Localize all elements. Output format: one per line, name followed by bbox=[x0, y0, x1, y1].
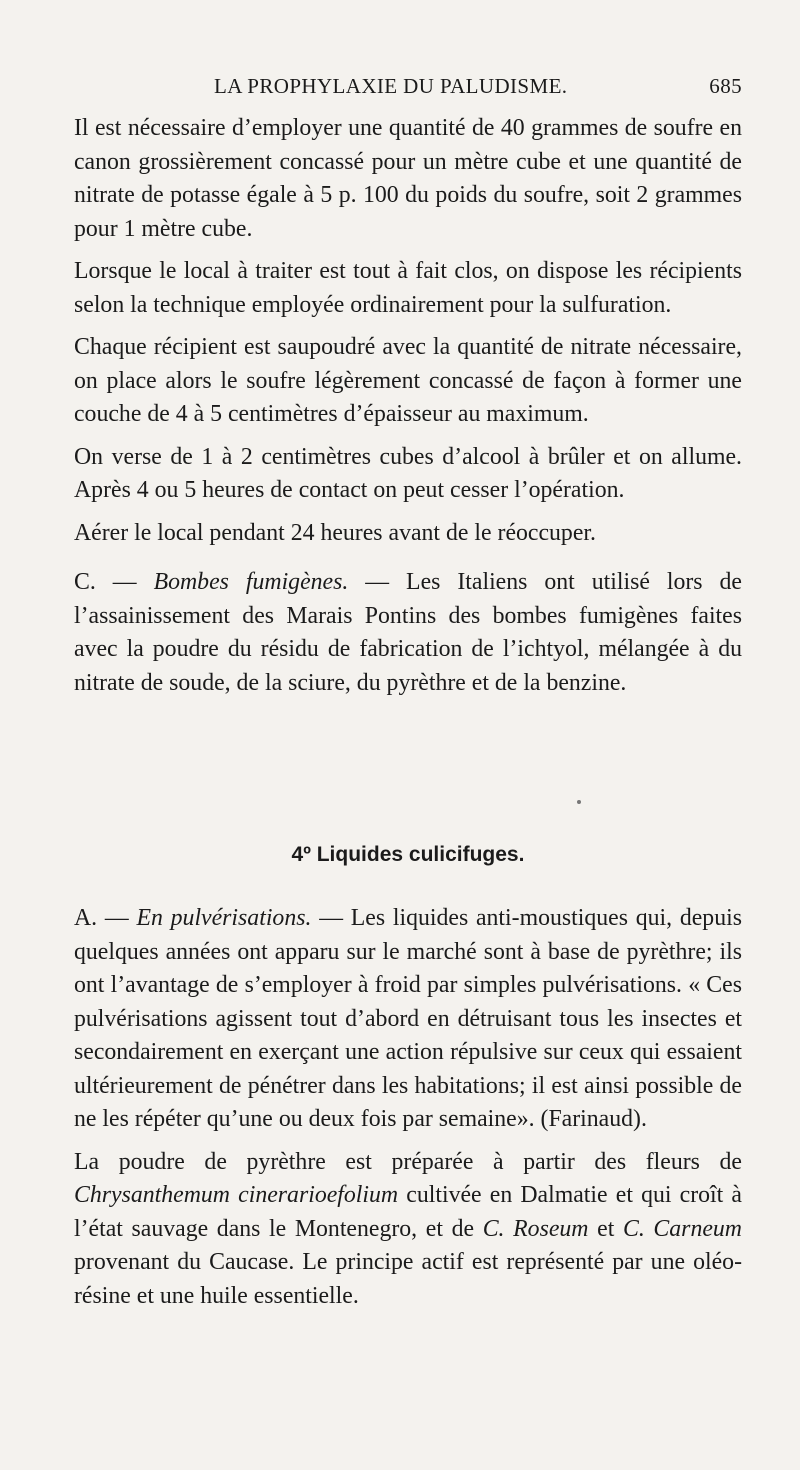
bombes-italic-title: Bombes fumigènes. bbox=[153, 569, 349, 595]
paragraph-pulverisations bbox=[74, 902, 742, 1137]
poudre-species-1: Chrysanthemum cinerarioefolium bbox=[74, 1182, 399, 1208]
section-heading: 4º Liquides culicifuges. bbox=[291, 843, 525, 866]
poudre-text-1: La poudre de pyrèthre est préparée à partir des fleurs de bbox=[74, 1148, 742, 1175]
poudre-text-3: et bbox=[588, 1215, 623, 1242]
page-number: 685 bbox=[709, 74, 742, 98]
paragraph-bombes-fumigenes bbox=[74, 566, 742, 700]
paragraph-recipient: Chaque récipient est saupoudré avec la quantité de nitrate nécessaire, on place alors le soufre légèrement concassé de façon à former une couche de 4 à 5 centimètres d’épaisseur au maximum. bbox=[74, 334, 742, 427]
pulverisations-prefix: A. — bbox=[74, 905, 137, 931]
bombes-text: — Les Italiens ont utilisé lors de l’assainissement des Marais Pontins des bombes fumigènes faites avec la poudre du résidu de fabrication de l’ichtyol, mélangée à du nitrate de soude, de la sciure, du pyrèthre et de la benzine. bbox=[74, 569, 742, 696]
paragraph-alcool: On verse de 1 à 2 centimètres cubes d’alcool à brûler et on allume. Après 4 ou 5 heures de contact on peut cesser l’opération. bbox=[74, 443, 742, 503]
upper-text-block bbox=[74, 112, 742, 709]
paragraph-aerer: Aérer le local pendant 24 heures avant de le réoccuper. bbox=[74, 519, 596, 546]
pulverisations-text: — Les liquides anti-moustiques qui, depuis quelques années ont apparu sur le marché sont à base de pyrèthre; ils ont l’avantage de s’employer à froid par simples pulvérisations. « Ces pulvérisations agissent tout d’abord en détruisant tous les insectes et secondairement en exerçant une action répulsive sur ceux qui essaient ultérieurement de pénétrer dans les habitations; il est ainsi possible de ne les répéter qu’une ou deux fois par semaine». (Farinaud). bbox=[74, 905, 742, 1132]
poudre-text-4: provenant du Caucase. Le principe actif est représenté par une oléo-résine et une huile essentielle. bbox=[74, 1249, 742, 1309]
bombes-prefix: C. — bbox=[74, 569, 154, 595]
paragraph-local-clos: Lorsque le local à traiter est tout à fait clos, on dispose les récipients selon la technique employée ordinairement pour la sulfuration. bbox=[74, 258, 742, 318]
poudre-text-2: cultivée en Dalmatie et qui croît à l’état sauvage dans le Montenegro, et de bbox=[74, 1182, 742, 1242]
running-header bbox=[74, 74, 742, 106]
lower-text-block bbox=[74, 902, 742, 1322]
pulverisations-italic-title: En pulvérisations. bbox=[136, 905, 312, 931]
paragraph-soufre-quantite: Il est nécessaire d’employer une quantité de 40 grammes de soufre en canon grossièrement concassé pour un mètre cube et une quantité de nitrate de potasse égale à 5 p. 100 du poids du soufre, soit 2 grammes pour 1 mètre cube. bbox=[74, 115, 742, 242]
running-title: LA PROPHYLAXIE DU PALUDISME. bbox=[214, 74, 568, 98]
poudre-species-3: C. Carneum bbox=[622, 1215, 742, 1242]
print-speck bbox=[577, 800, 581, 804]
paragraph-poudre-pyrethre bbox=[74, 1146, 742, 1314]
poudre-species-2: C. Roseum bbox=[482, 1215, 589, 1242]
